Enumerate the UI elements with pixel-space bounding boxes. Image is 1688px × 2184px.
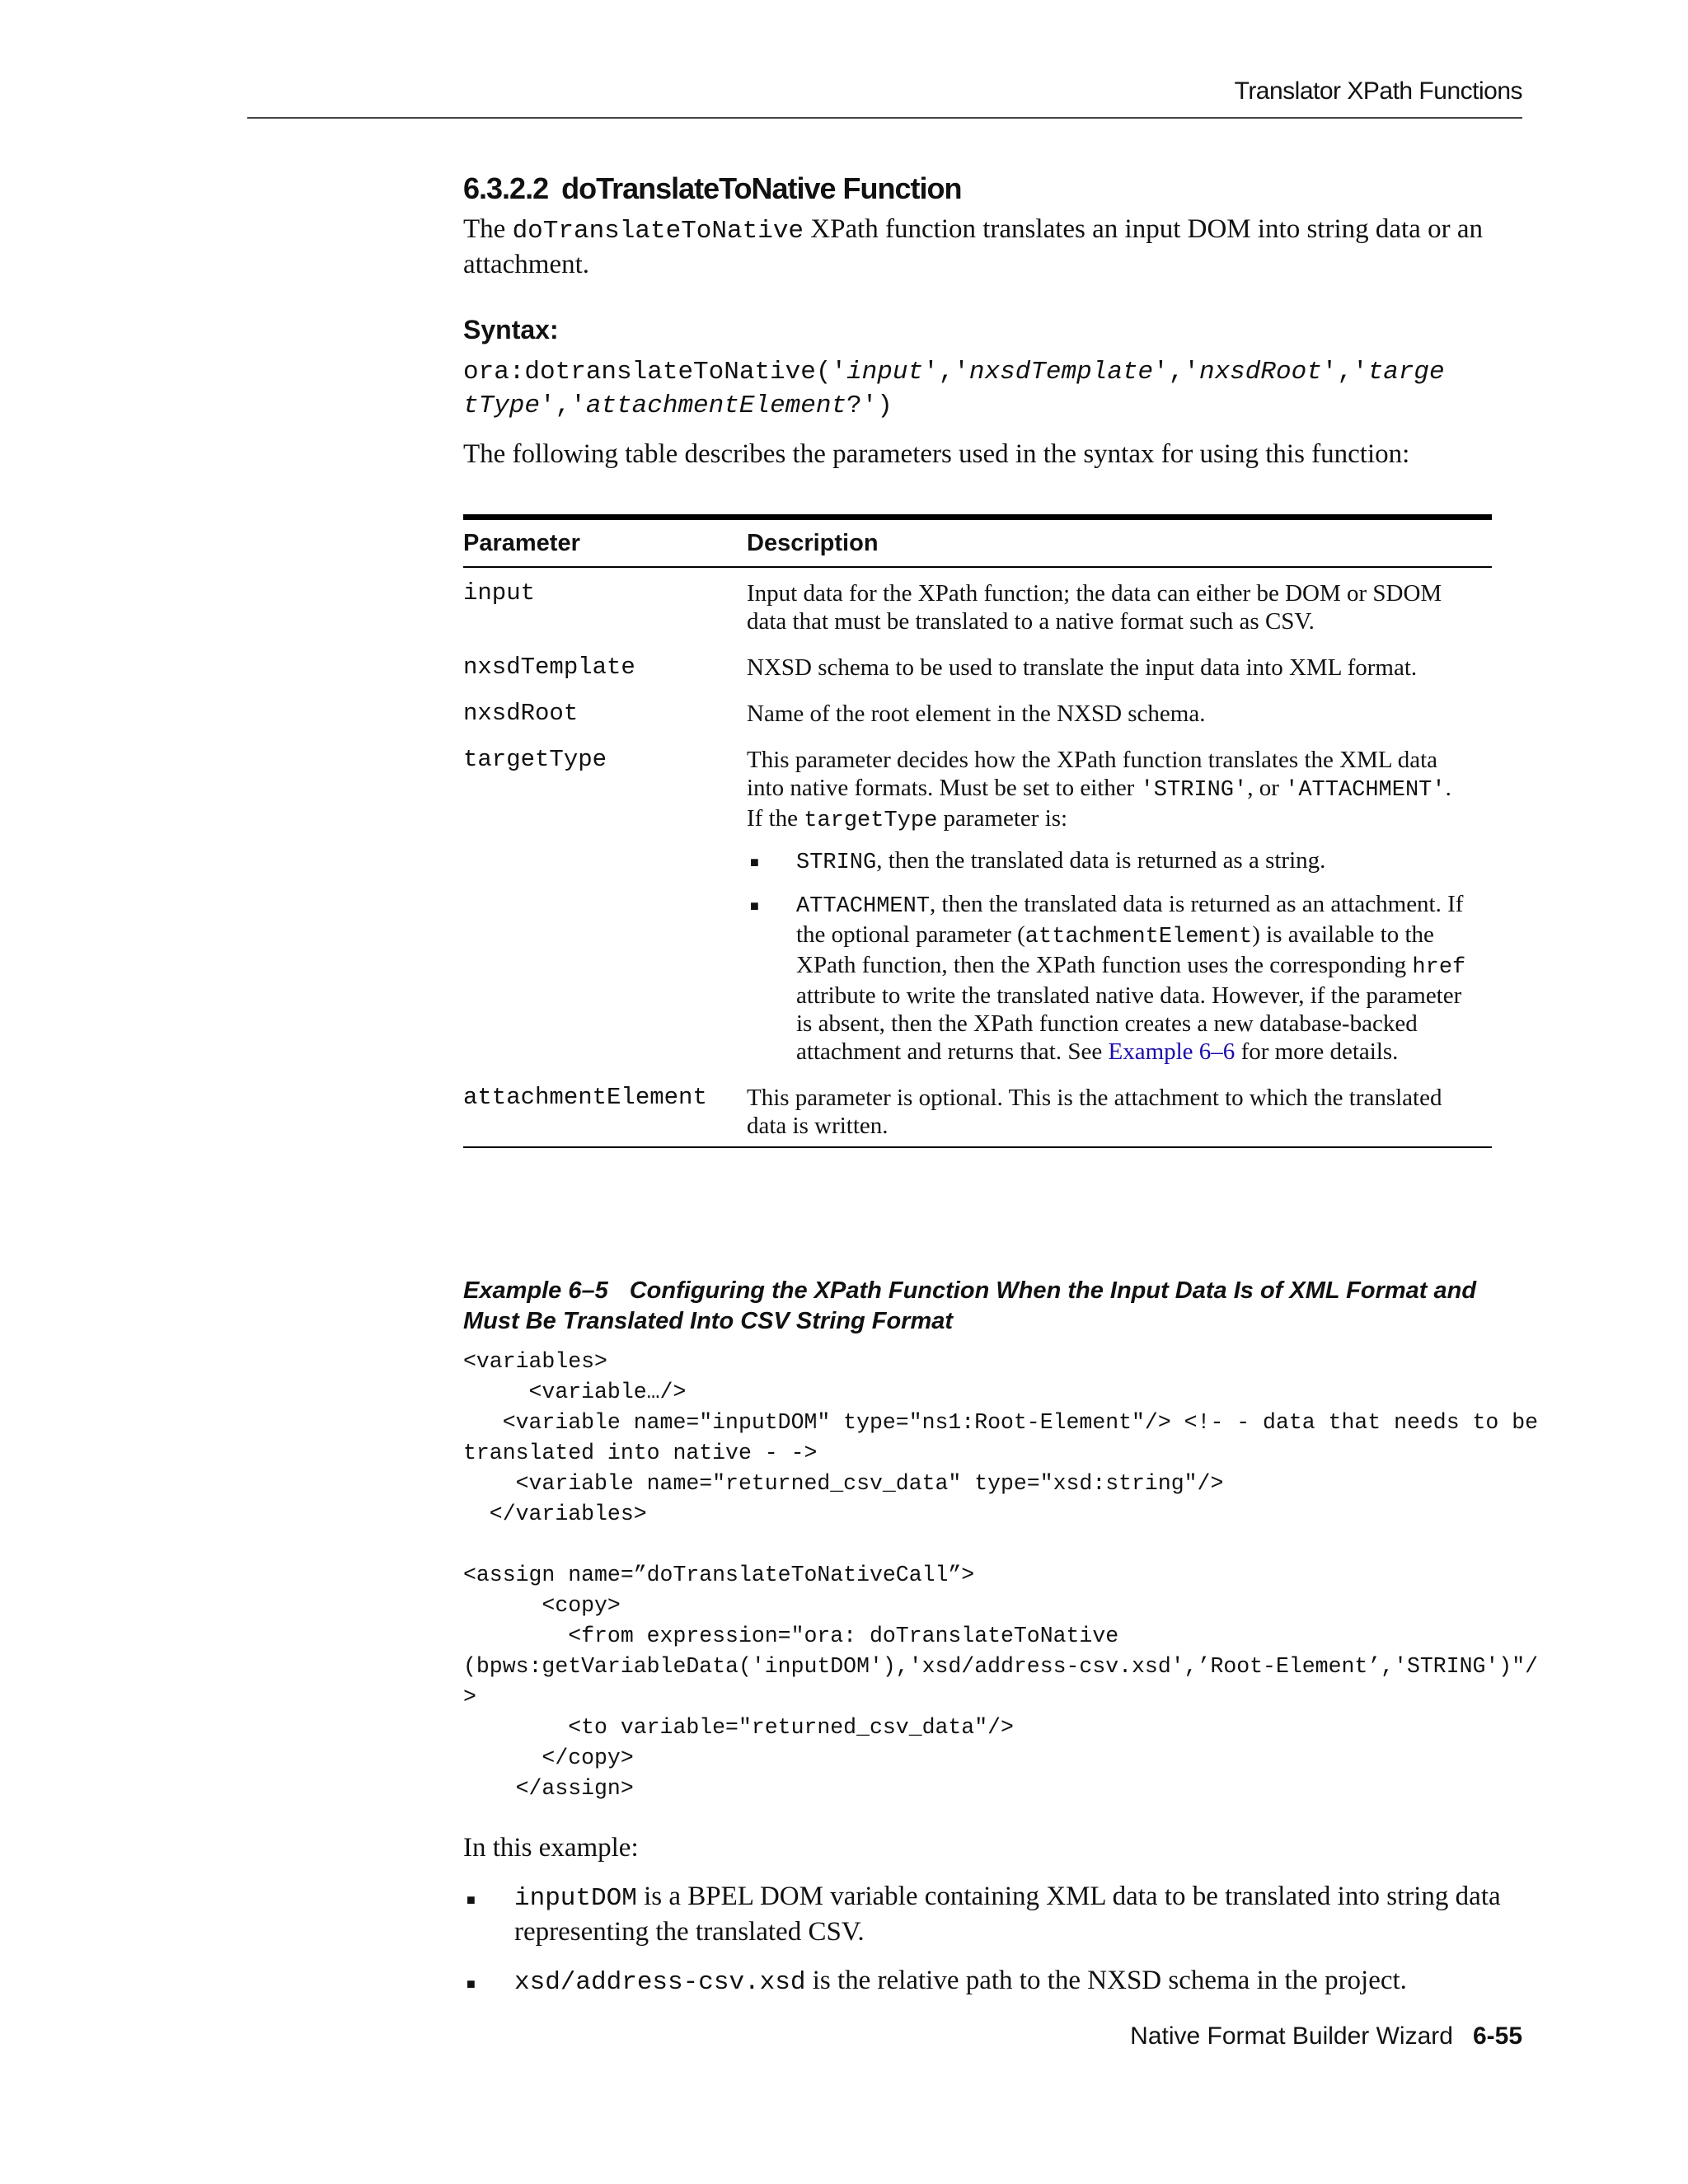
syntax-param: tType: [463, 391, 541, 420]
table-row: [463, 1079, 1492, 1146]
explanation: [463, 1831, 1526, 2014]
syntax-token: ora:dotranslateToNative(': [463, 358, 847, 387]
table-row: [463, 635, 1492, 682]
param-name: nxsdRoot: [463, 700, 579, 727]
running-header: [247, 74, 1522, 119]
main-content: [463, 171, 1522, 471]
param-name: input: [463, 579, 536, 607]
square-bullet-icon: ■: [750, 854, 759, 870]
item-text: is a BPEL DOM variable containing XML data to be translated into string data representing the translated CSV.: [514, 1882, 1501, 1947]
section-number: 6.3.2.2: [463, 171, 549, 205]
option-text: , then the translated data is returned as a string.: [876, 847, 1326, 874]
section-intro: [463, 213, 1522, 282]
running-footer: [1130, 2022, 1522, 2050]
explanation-intro: In this example:: [463, 1833, 639, 1863]
syntax-param: input: [846, 358, 924, 387]
table-header-description: Description: [747, 529, 879, 556]
param-description: Input data for the XPath function; the data can either be DOM or SDOM data that must be translated to a native format such as CSV.: [747, 580, 1442, 635]
list-item: [463, 1964, 1526, 1999]
option-code: attachmentElement: [1025, 925, 1253, 949]
table-row: [463, 728, 1492, 1079]
option-text: ) is available to the XPath function, then the XPath function uses the corresponding: [796, 921, 1434, 978]
item-code: xsd/address-csv.xsd: [514, 1968, 806, 1997]
item-code: inputDOM: [514, 1884, 637, 1913]
desc-text: , or: [1247, 775, 1286, 801]
square-bullet-icon: ■: [750, 898, 759, 914]
section-heading: [463, 171, 1522, 206]
param-name: nxsdTemplate: [463, 654, 635, 681]
syntax-token: ',': [540, 391, 586, 420]
param-name: attachmentElement: [463, 1084, 707, 1111]
option-code: href: [1412, 955, 1466, 980]
square-bullet-icon: ■: [467, 1891, 476, 1908]
list-item: [463, 1880, 1526, 1949]
list-item: [747, 846, 1467, 877]
option-text: for more details.: [1235, 1038, 1399, 1065]
param-description: NXSD schema to be used to translate the input data into XML format.: [747, 654, 1418, 681]
example-caption: [463, 1276, 1526, 1337]
example-block: [463, 1276, 1539, 1804]
parameter-table: [463, 514, 1492, 1148]
desc-text: . If the: [747, 775, 1451, 832]
desc-text: This parameter decides how the XPath function translates the XML data into native formats. Must be set to either: [747, 747, 1438, 801]
table-row: [463, 568, 1492, 635]
desc-code: targetType: [804, 808, 938, 833]
table-intro: The following table describes the parameters used in the syntax for using this function:: [463, 439, 1410, 469]
list-item: [747, 890, 1467, 1066]
syntax-param: nxsdRoot: [1198, 358, 1322, 387]
intro-suffix: XPath function translates an input DOM into string data or an attachment.: [463, 214, 1483, 279]
intro-prefix: The: [463, 214, 513, 244]
param-description: This parameter is optional. This is the attachment to which the translated data is written.: [747, 1085, 1442, 1139]
explanation-list: [463, 1880, 1526, 1999]
running-header-title: Translator XPath Functions: [1234, 77, 1522, 105]
syntax-param: nxsdTemplate: [968, 358, 1154, 387]
option-text: , then the translated data is returned as an attachment. If the optional parameter (: [796, 891, 1464, 948]
param-description: [747, 746, 1492, 1079]
example-6-6-link[interactable]: Example 6–6: [1108, 1038, 1236, 1065]
syntax-param: attachmentElement: [585, 391, 847, 420]
option-text: attribute to write the translated native data. However, if the parameter is absent, then the XPath function creates a new database-backed attachment and returns that. See: [796, 982, 1462, 1065]
table-row: [463, 682, 1492, 728]
syntax-token: ',': [1153, 358, 1199, 387]
example-code: <variables> <variable…/> <variable name="inputDOM" type="ns1:Root-Element"/> <!- - data that needs to be translated into native - -> <variable name="returned_csv_data" type="xsd:string"/> </variables> <assign name=”doTranslateToNativeCall”> <copy> <from expression="ora: doTranslateToNative (bpws:getVariableData('inputDOM'),'xsd/address-csv.xsd',’Root-Element’,'STRING')"/ > <to variable="returned_csv_data"/> </copy> </assign>: [463, 1349, 1539, 1801]
syntax-token: ',': [1321, 358, 1368, 387]
intro-code: doTranslateToNative: [512, 217, 804, 246]
syntax-heading: Syntax:: [463, 315, 559, 344]
footer-book-title: Native Format Builder Wizard: [1130, 2022, 1453, 2050]
option-code: STRING: [796, 851, 877, 875]
desc-code: 'ATTACHMENT': [1285, 778, 1446, 803]
table-header-parameter: Parameter: [463, 529, 580, 556]
table-header-row: [463, 520, 1492, 568]
syntax-token: ',': [923, 358, 969, 387]
desc-text: parameter is:: [937, 805, 1068, 832]
example-title: Configuring the XPath Function When the Input Data Is of XML Format and Must Be Translated Into CSV String Format: [463, 1277, 1477, 1334]
param-description: Name of the root element in the NXSD schema.: [747, 701, 1206, 727]
page-number: 6-55: [1472, 2022, 1522, 2050]
square-bullet-icon: ■: [467, 1975, 476, 1992]
syntax-line-2: [463, 389, 1522, 423]
param-name: targetType: [463, 746, 607, 773]
syntax-param: targe: [1367, 358, 1445, 387]
desc-code: 'STRING': [1140, 778, 1248, 803]
syntax-line-1: [463, 355, 1522, 389]
item-text: is the relative path to the NXSD schema in the project.: [805, 1966, 1407, 1995]
section-title: doTranslateToNative Function: [561, 171, 962, 205]
syntax-token: ?'): [846, 391, 893, 420]
target-type-options: [747, 846, 1467, 1066]
example-label: Example 6–5: [463, 1277, 608, 1304]
option-code: ATTACHMENT: [796, 894, 931, 919]
